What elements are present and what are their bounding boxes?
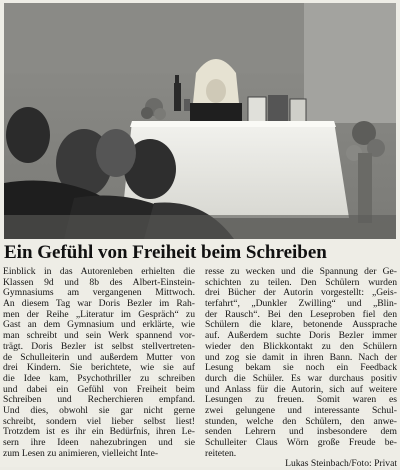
text-line: und zog sie damit in ihren Bann. Nach der xyxy=(205,351,397,363)
text-line: zum Lesen zu animieren, vielleicht Inte- xyxy=(3,447,159,459)
text-line: men der Reihe „Literatur im Gespräch“ zu xyxy=(3,308,195,320)
photo-illustration xyxy=(4,3,396,239)
text-line: zwei gelungene und interessante Schul- xyxy=(205,404,397,416)
text-line: die Idee kam, Psychothriller zu schreiben xyxy=(3,372,195,384)
text-line: und Anlass für die Autorin, sich auf weitere xyxy=(205,383,397,395)
text-line: senden Lehrern und insbesondere dem xyxy=(205,426,397,438)
text-line: stunden, welche den Schülern, den anwe- xyxy=(205,415,397,427)
text-line: schreibt, sondern viel lieber selbst liest! xyxy=(3,415,195,427)
text-line: Gymnasiums am vergangenen Mittwoch. xyxy=(3,287,195,299)
text-line: Lesungen zu freuen. Somit waren es xyxy=(205,394,397,406)
text-line: Trotzdem ist es ihr ein Bedürfnis, ihren Le- xyxy=(3,426,195,438)
text-line: reiteten. xyxy=(205,447,237,459)
text-line: terfahrt“, „Dunkler Zwilling“ und „Blin- xyxy=(205,298,397,310)
text-line: trägt. Doris Bezler ist selbst stellvertreten- xyxy=(3,340,195,352)
text-line: de Schulleiterin und außerdem Mutter von xyxy=(3,351,195,363)
text-line: schichten zu teilen. Den Schülern wurden xyxy=(205,276,397,288)
text-line: durch die Schüler. Es war durchaus positiv xyxy=(205,372,397,384)
text-line: man schreibt und sein Werk spannend vor- xyxy=(3,330,195,342)
text-line: Und dies, obwohl sie gar nicht gerne xyxy=(3,404,195,416)
text-line: drei Kindern. Sie berichtete, wie sie auf xyxy=(3,362,195,374)
text-line: Schulleiter Claus Wörn große Freude be- xyxy=(205,437,397,448)
text-line: Lesung bekam sie noch ein Feedback xyxy=(205,362,397,374)
text-line: und dabei ein Gefühl von Freiheit beim xyxy=(3,383,195,395)
text-column-left xyxy=(3,267,195,459)
text-line: wieder den Blickkontakt zu den Schülern xyxy=(205,340,397,352)
photo-credit: Lukas Steinbach/Foto: Privat xyxy=(285,458,397,470)
text-line: auf. Außerdem suchte Doris Bezler immer xyxy=(205,330,397,342)
text-line: Schülern die klare, betonende Aussprache xyxy=(205,319,397,331)
text-line: Gast an dem Gymnasium und erklärte, wie xyxy=(3,319,195,331)
text-line: sern ihre Ideen nahezubringen und sie xyxy=(3,437,195,448)
text-line: Einblick in das Autorenleben erhielten die xyxy=(3,266,195,277)
article-body xyxy=(3,266,397,470)
article-photo xyxy=(4,3,396,239)
text-line: An diesem Tag war Doris Bezler im Rah- xyxy=(3,298,195,310)
text-line: resse zu wecken und die Spannung der Ge- xyxy=(205,266,397,277)
text-column-right xyxy=(205,267,397,470)
text-line: Schreiben und Recherchieren empfand. xyxy=(3,394,195,406)
text-line: drei Bücher der Autorin vorgestellt: „Geis- xyxy=(205,287,397,299)
headline: Ein Gefühl von Freiheit beim Schreiben xyxy=(4,242,327,263)
text-line: der Rausch“. Bei den Leseproben fiel den xyxy=(205,308,397,320)
text-line: Klassen 9d und 8b des Albert-Einstein- xyxy=(3,276,195,288)
